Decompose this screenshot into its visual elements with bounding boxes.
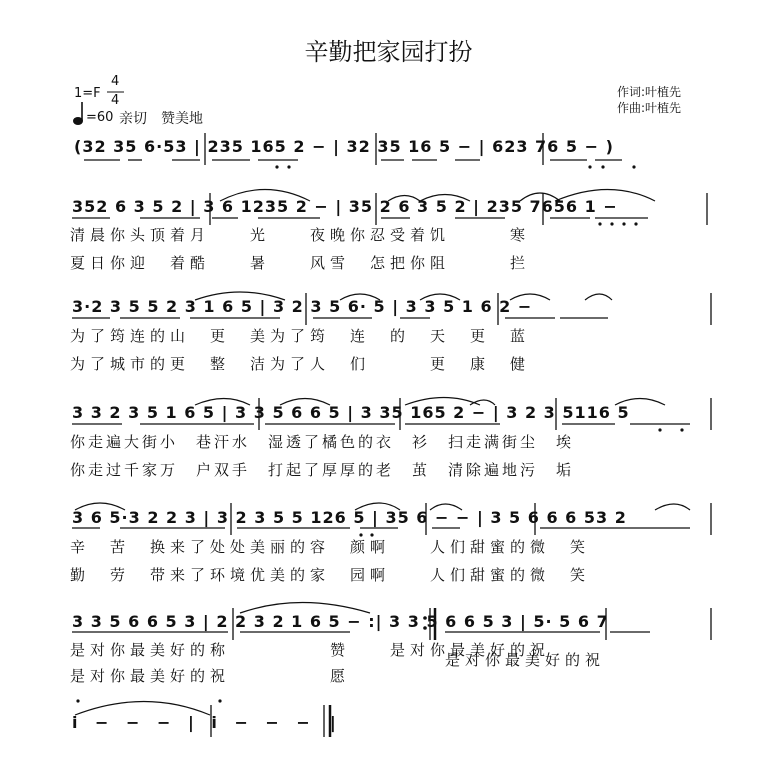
lyrics-row-6-verse-2: 是对你最美好的祝 愿 — [70, 667, 351, 685]
time-signature-top: 4 — [111, 74, 120, 89]
lyrics-row-2-verse-1: 清晨你头顶着月 光 夜晚你忍受着饥 寒 — [70, 226, 531, 244]
lyrics-row-3-verse-1: 为了筠连的山 更 美为了筠 连 的 天 更 蓝 — [70, 327, 531, 345]
notation-row-2: 352 6 3 5 2 | 3 6 1235 2 − | 35 2 6 3 5 2 | 235 7656 1 − — [72, 197, 618, 216]
quarter-note-icon — [73, 102, 83, 125]
lyrics-row-5-verse-1: 辛 苦 换来了处处美丽的容 颜啊 人们甜蜜的微 笑 — [70, 538, 591, 556]
expression-marking: 亲切 赞美地 — [119, 111, 203, 127]
notation-row-3: 3·2 3 5 5 2 3 1 6 5 | 3 2 3 5 6· 5 | 3 3 5 1 6 2 − — [72, 297, 533, 316]
lyrics-row-2-verse-2: 夏日你迎 着酷 暑 风雪 怎把你阻 拦 — [70, 254, 531, 272]
notation-row-5: 3 6 5·3 2 2 3 | 3 2 3 5 5 126 5 | 35 6 − − | 3 5 6 6 6 53 2 — [72, 508, 627, 527]
time-signature-bottom: 4 — [111, 93, 120, 108]
notation-row-1: (32 35 6·53 | 235 165 2 − | 32 35 16 5 − | 623 76 5 − ) — [74, 137, 614, 156]
notation-row-6: 3 3 5 6 6 5 3 | 2 2 3 2 1 6 5 − :| 3 3 5 6 6 5 3 | 5· 5 6 7 — [72, 612, 609, 631]
song-title: 辛勤把家园打扮 — [304, 38, 473, 66]
key-signature: 1=F — [74, 86, 101, 101]
lyrics-row-4-verse-1: 你走遍大街小 巷汗水 湿透了橘色的衣 衫 扫走满街尘 埃 — [70, 433, 575, 451]
notation-row-7: i − − − | i − − − ‖ — [72, 713, 342, 732]
lyrics-row-4-verse-2: 你走过千家万 户双手 打起了厚厚的老 茧 清除遍地污 垢 — [70, 461, 575, 479]
composer-credit: 作曲:叶植先 — [617, 101, 682, 115]
notation-row-4: 3 3 2 3 5 1 6 5 | 3 3 5 6 6 5 | 3 35 165 2 − | 3 2 3 5116 5 — [72, 403, 630, 422]
lyrics-row-5-verse-2: 勤 劳 带来了环境优美的家 园啊 人们甜蜜的微 笑 — [70, 566, 591, 584]
lyricist-credit: 作词:叶植先 — [617, 85, 682, 99]
lyrics-row-6-ending: 是对你最美好的祝 — [445, 651, 606, 669]
lyrics-row-6-verse-1: 是对你最美好的称 赞 是对你最美好的祝 — [70, 641, 551, 659]
lyrics-row-3-verse-2: 为了城市的更 整 洁为了人 们 更 康 健 — [70, 355, 531, 373]
tempo-marking: =60 — [86, 110, 114, 125]
